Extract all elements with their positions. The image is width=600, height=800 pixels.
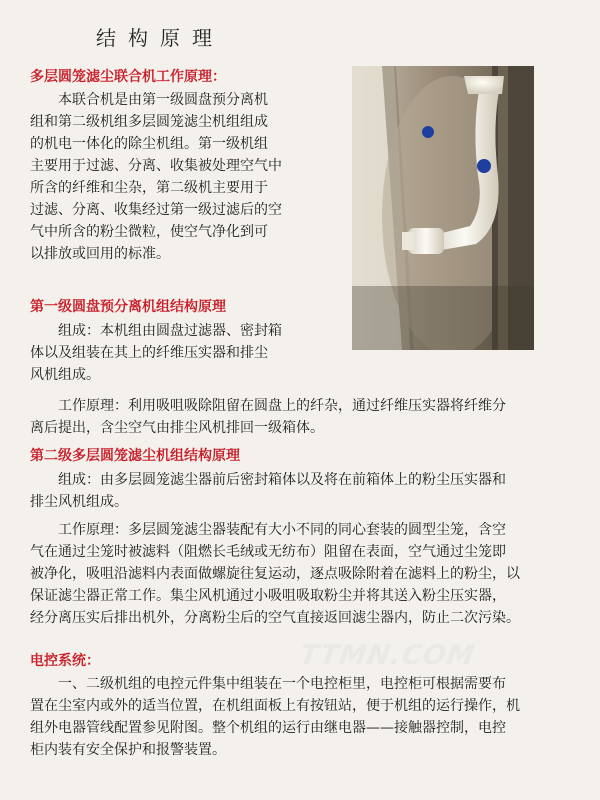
body-line: 气在通过尘笼时被滤料（阻燃长毛绒或无纺布）阻留在表面，空气通过尘笼即: [30, 544, 506, 560]
section-body-stage-two-principle: [30, 519, 575, 629]
body-line: 排尘风机组成。: [30, 494, 128, 510]
page-title: 结构原理: [96, 26, 224, 50]
body-line: 柜内装有安全保护和报警装置。: [30, 742, 226, 758]
section-body-stage-one-composition: [30, 320, 348, 386]
body-line: 主要用于过滤、分离、收集被处理空气中: [30, 158, 282, 174]
section-body-combined-principle: [30, 89, 348, 265]
machine-photo: [352, 66, 534, 350]
section-heading-stage-one: 第一级圆盘预分离机组结构原理: [30, 299, 226, 315]
body-line: 组成：由多层圆笼滤尘器前后密封箱体以及将在前箱体上的粉尘压实器和: [58, 472, 506, 488]
body-line: 置在尘室内或外的适当位置，在机组面板上有按钮站，便于机组的运行操作，机: [30, 698, 520, 714]
body-line: 工作原理：利用吸咀吸除阻留在圆盘上的纤杂，通过纤维压实器将纤维分: [58, 398, 506, 414]
body-line: 工作原理：多层圆笼滤尘器装配有大小不同的同心套装的圆型尘笼，含空: [58, 522, 506, 538]
body-line: 过滤、分离、收集经过第一级过滤后的空: [30, 202, 282, 218]
body-line: 组和第二级机组多层圆笼滤尘机组组成: [30, 114, 268, 130]
section-body-electrical-control: [30, 673, 575, 761]
body-line: 一、二级机组的电控元件集中组装在一个电控柜里，电控柜可根据需要布: [58, 676, 506, 692]
body-line: 保证滤尘器正常工作。集尘风机通过小吸咀吸取粉尘并将其送入粉尘压实器，: [30, 588, 506, 604]
body-line: 组外电器管线配置参见附图。整个机组的运行由继电器——接触器控制，电控: [30, 720, 506, 736]
body-line: 离后提出，含尘空气由排尘风机排回一级箱体。: [30, 420, 324, 436]
section-body-stage-one-principle: [30, 395, 575, 439]
body-line: 经分离压实后排出机外，分离粉尘后的空气直接返回滤尘器内，防止二次污染。: [30, 610, 520, 626]
section-heading-combined-principle: 多层圆笼滤尘联合机工作原理：: [30, 69, 226, 85]
section-body-stage-two-composition: [30, 469, 575, 513]
watermark-text: TTMN.COM: [297, 640, 478, 671]
body-line: 体以及组装在其上的纤维压实器和排尘: [30, 345, 268, 361]
body-line: 以排放或回用的标准。: [30, 246, 170, 262]
body-line: 风机组成。: [30, 367, 100, 383]
section-heading-stage-two: 第二级多层圆笼滤尘机组结构原理: [30, 448, 240, 464]
section-heading-electrical-control: 电控系统：: [30, 653, 100, 669]
body-line: 的机电一体化的除尘机组。第一级机组: [30, 136, 268, 152]
body-line: 本联合机是由第一级圆盘预分离机: [58, 92, 268, 108]
body-line: 被净化，吸咀沿滤料内表面做螺旋往复运动，逐点吸除附着在滤料上的粉尘，以: [30, 566, 520, 582]
body-line: 所含的纤维和尘杂，第二级机主要用于: [30, 180, 268, 196]
body-line: 组成：本机组由圆盘过滤器、密封箱: [58, 323, 282, 339]
body-line: 气中所含的粉尘微粒，使空气净化到可: [30, 224, 268, 240]
